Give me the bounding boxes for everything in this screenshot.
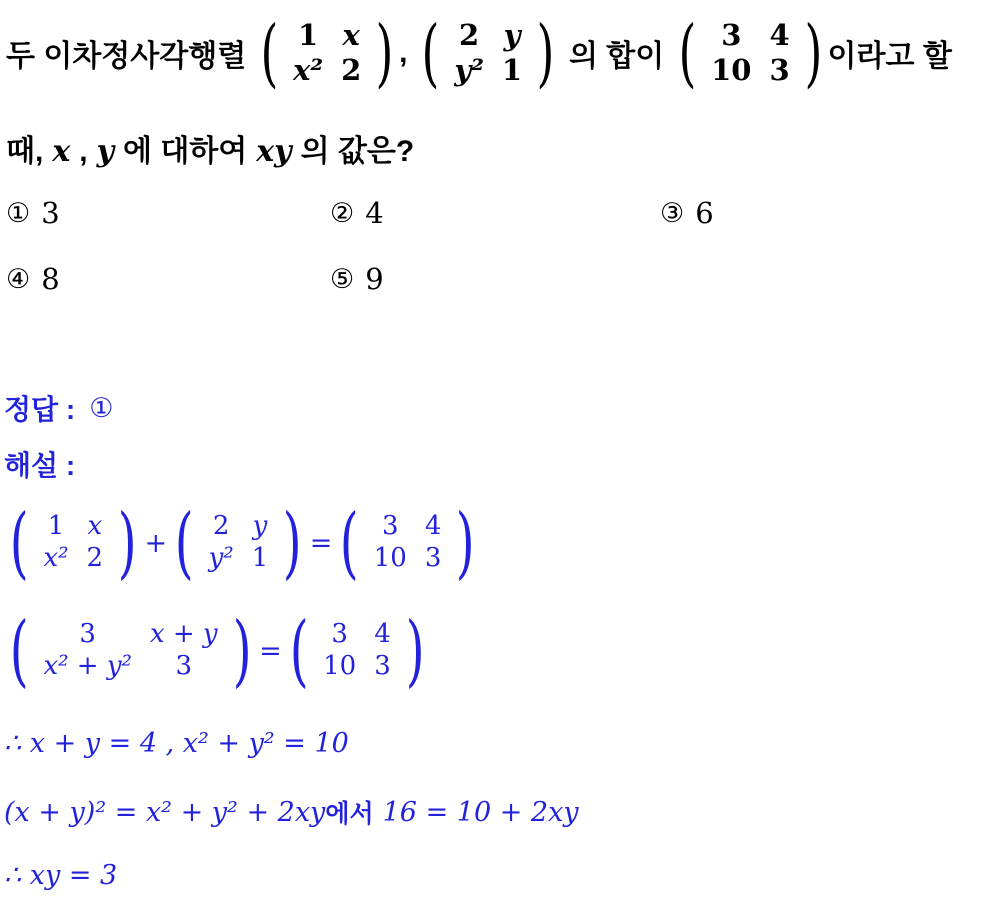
question-line2-prefix: 때, [6, 135, 44, 168]
matrix-b-r2c1: y² [454, 53, 484, 87]
solution-m3-r2c2: 3 [424, 543, 442, 573]
choice-1-marker: ① [6, 197, 31, 229]
solution-m2-r1c2: y [252, 511, 268, 542]
question-comma: , [399, 36, 408, 69]
solution-line4-expression-b: 16 = 10 + 2xy [382, 796, 579, 828]
solution-m4-r1c2: x + y [149, 619, 218, 650]
equals-operator: = [259, 635, 282, 667]
right-paren-icon: ) [804, 10, 823, 96]
right-paren-icon: ) [536, 10, 555, 96]
left-paren-icon: ( [289, 606, 309, 696]
solution-matrix-4 [4, 606, 257, 696]
matrix-sum [673, 10, 827, 96]
choice-1-value: 3 [41, 196, 60, 230]
plus-operator: + [144, 527, 168, 559]
equals-operator: = [309, 527, 333, 559]
left-paren-icon: ( [421, 10, 440, 96]
choice-1[interactable] [6, 196, 60, 230]
question-line2-mid: 에 대하여 [123, 135, 248, 168]
question-mid-text: 의 합이 [568, 40, 665, 73]
solution-m3-r2c1: 10 [373, 543, 407, 573]
question-variable-y: y [96, 134, 114, 169]
solution-matrix-5 [284, 606, 431, 696]
right-paren-icon: ) [375, 10, 394, 96]
solution-m5-r1c1: 3 [331, 619, 348, 650]
matrix-b-r2c2: 1 [501, 53, 523, 87]
left-paren-icon: ( [9, 498, 29, 588]
left-paren-icon: ( [260, 10, 279, 96]
matrix-b-r1c1: 2 [459, 17, 480, 52]
left-paren-icon: ( [678, 10, 697, 96]
matrix-b-r1c2: y [503, 17, 521, 52]
left-paren-icon: ( [174, 498, 194, 588]
matrix-sum-r2c2: 3 [769, 53, 790, 87]
matrix-sum-r1c1: 3 [721, 17, 742, 52]
solution-m3-r1c2: 4 [424, 511, 442, 542]
solution-m1-r1c1: 1 [47, 511, 65, 542]
question-expression-xy: xy [256, 134, 292, 169]
matrix-b [416, 10, 560, 96]
question-prefix-text: 두 이차정사각행렬 [6, 40, 247, 73]
choice-3-value: 6 [695, 196, 714, 230]
choice-4[interactable] [6, 262, 60, 296]
matrix-a-r1c1: 1 [297, 17, 319, 52]
matrix-a-r2c2: 2 [341, 53, 362, 87]
solution-m3-r1c1: 3 [382, 511, 399, 542]
solution-m2-r1c1: 2 [212, 511, 230, 542]
right-paren-icon: ) [456, 498, 476, 588]
solution-m4-r1c1: 3 [79, 619, 96, 650]
solution-matrix-1 [4, 498, 143, 588]
answer-marker: ① [89, 392, 114, 424]
answer-row [4, 388, 113, 428]
choice-5[interactable] [330, 262, 384, 296]
choice-5-marker: ⑤ [330, 263, 355, 295]
solution-m1-r1c2: x [87, 511, 103, 542]
matrix-sum-r2c1: 10 [711, 53, 752, 87]
matrix-sum-r1c2: 4 [769, 17, 790, 52]
solution-m2-r2c1: y² [208, 543, 234, 573]
matrix-a [255, 10, 399, 96]
choice-3-marker: ③ [660, 197, 685, 229]
solution-line4-expression-a: (x + y)² = x² + y² + 2xy [4, 796, 326, 828]
right-paren-icon: ) [405, 606, 425, 696]
solution-m5-r2c2: 3 [374, 651, 391, 681]
solution-m4-r2c1: x² + y² [43, 651, 132, 681]
answer-label: 정답 : [4, 394, 76, 425]
solution-line-4 [4, 794, 579, 830]
solution-matrix-2 [169, 498, 308, 588]
matrix-a-r1c2: x [342, 17, 360, 52]
right-paren-icon: ) [117, 498, 137, 588]
question-line-1 [6, 10, 952, 96]
question-line2-comma: , [79, 135, 88, 168]
left-paren-icon: ( [340, 498, 359, 588]
solution-m5-r1c2: 4 [374, 619, 391, 650]
solution-line4-korean: 에서 [325, 800, 374, 828]
solution-m5-r2c1: 10 [323, 651, 357, 681]
right-paren-icon: ) [283, 498, 302, 588]
question-tail-text: 이라고 할 [827, 40, 952, 73]
solution-m1-r2c1: x² [43, 543, 69, 573]
solution-line-5: ∴ xy = 3 [4, 860, 118, 891]
solution-label: 해설 : [4, 450, 76, 481]
choice-2[interactable] [330, 196, 384, 230]
right-paren-icon: ) [232, 606, 252, 696]
question-line2-tail: 의 값은? [300, 135, 415, 168]
solution-matrix-3 [334, 498, 481, 588]
solution-m4-r2c2: 3 [175, 651, 193, 681]
matrix-a-r2c1: x² [293, 53, 324, 87]
solution-line-3: ∴ x + y = 4 , x² + y² = 10 [4, 728, 349, 759]
solution-m2-r2c2: 1 [251, 543, 269, 573]
choice-4-marker: ④ [6, 263, 31, 295]
solution-m1-r2c2: 2 [86, 543, 104, 573]
choice-3[interactable] [660, 196, 714, 230]
choice-4-value: 8 [41, 262, 60, 296]
solution-line-1 [4, 498, 481, 588]
choice-2-marker: ② [330, 197, 355, 229]
choice-5-value: 9 [365, 262, 384, 296]
question-line-2 [6, 126, 414, 170]
question-variable-x: x [52, 134, 71, 169]
solution-line-2 [4, 606, 430, 696]
left-paren-icon: ( [9, 606, 29, 696]
choice-2-value: 4 [365, 196, 384, 230]
